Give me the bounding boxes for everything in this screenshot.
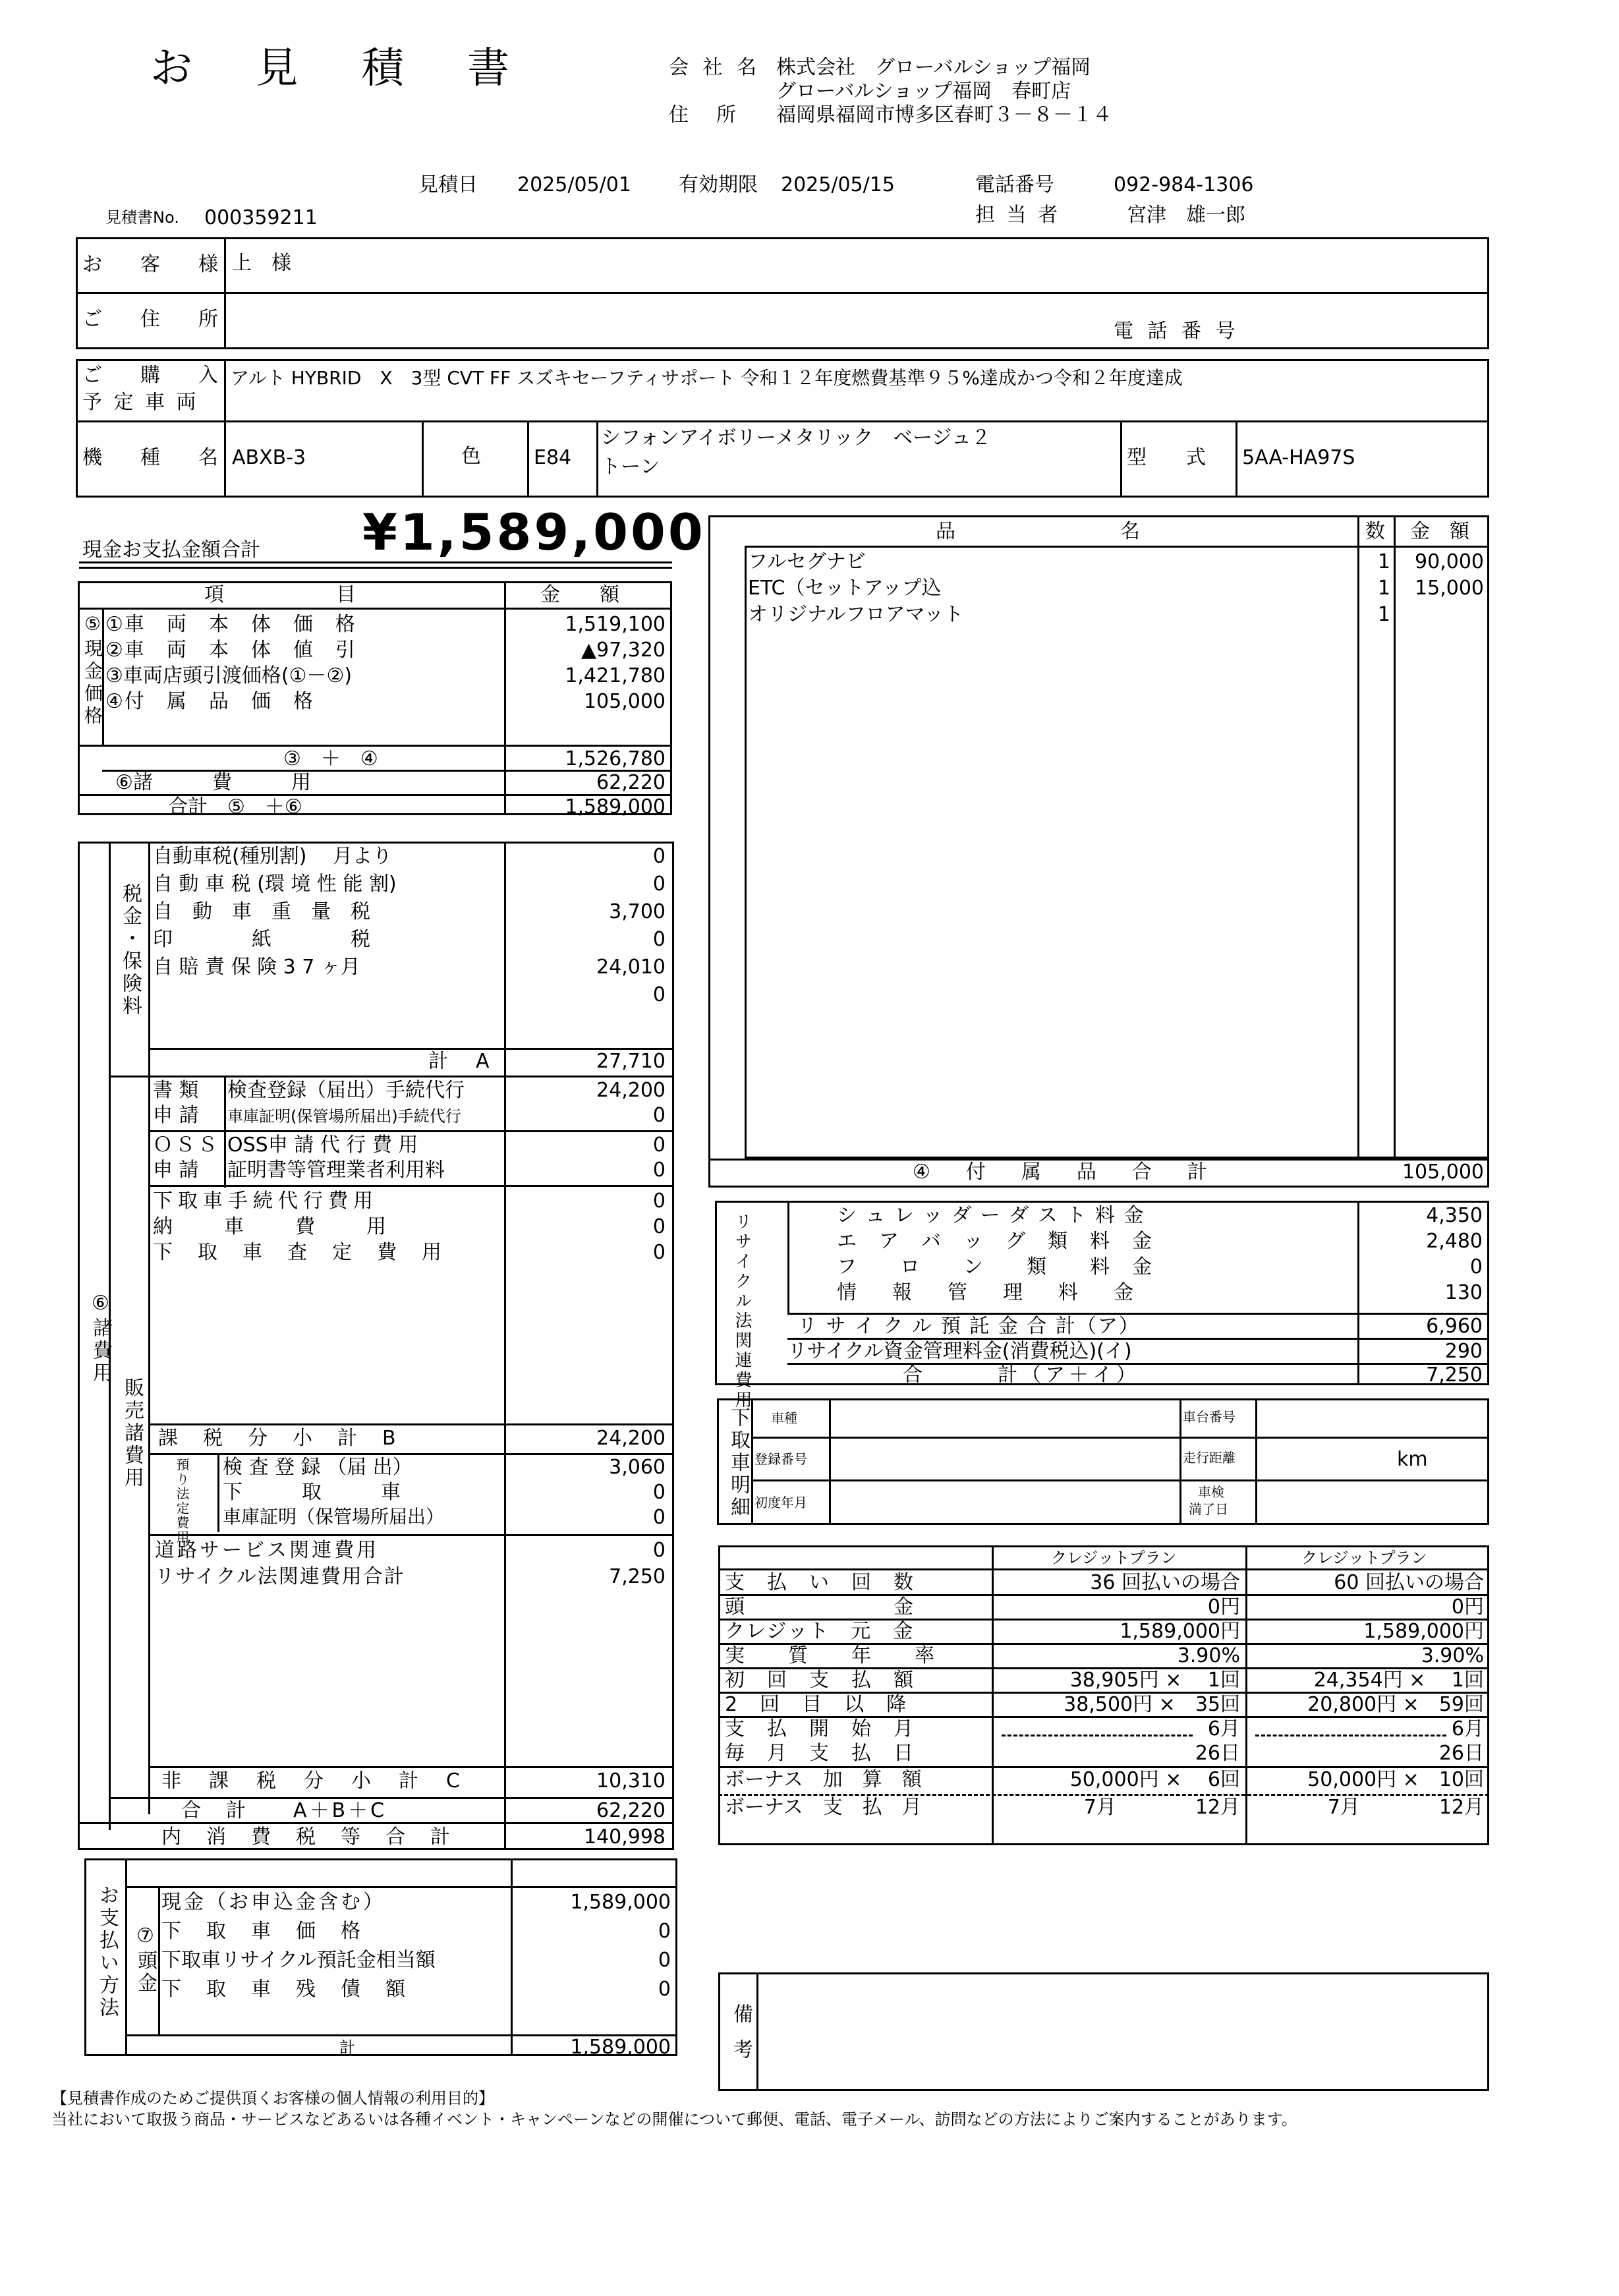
deposit-row-label: 車庫証明（保管場所届出） bbox=[223, 1506, 445, 1528]
staff-name: 宮津 雄一郎 bbox=[1127, 204, 1245, 227]
credit-plan-2-value: 3.90% bbox=[1421, 1644, 1484, 1667]
price-row-value: ▲97,320 bbox=[581, 639, 666, 662]
tradein-chassis-label: 車台番号 bbox=[1183, 1409, 1236, 1425]
fee-row-value: 0 bbox=[652, 1241, 666, 1264]
vehicle-label-1: ご 購 入 bbox=[82, 364, 227, 387]
tax-row-value: 0 bbox=[652, 845, 666, 868]
customer-address-label: ご 住 所 bbox=[82, 308, 227, 331]
credit-plan-1-value: 6月 bbox=[1207, 1717, 1240, 1740]
model-label: 機 種 名 bbox=[82, 446, 227, 469]
credit-plan-1-value: 38,905円 × 1回 bbox=[1069, 1669, 1240, 1692]
color-label: 色 bbox=[461, 445, 481, 468]
tax-row-label: 自動車税(種別割) 月より bbox=[153, 845, 392, 868]
deposit-row-value: 0 bbox=[652, 1506, 666, 1529]
fee-row-value: 24,200 bbox=[596, 1079, 666, 1102]
tax-row-label: 自 動 車 税 (環 境 性 能 割) bbox=[153, 873, 397, 896]
fee-row-label: 納 車 費 用 bbox=[153, 1215, 390, 1238]
fee-row-value: 0 bbox=[652, 1134, 666, 1157]
vehicle-label-2: 予 定 車 両 bbox=[82, 391, 199, 414]
recycle-row-value: 0 bbox=[1469, 1255, 1483, 1278]
credit-row-label: 毎 月 支 払 日 bbox=[725, 1742, 915, 1765]
recycle-row-label: 情 報 管 理 料 金 bbox=[837, 1281, 1141, 1304]
price-row-label: ②車 両 本 体 値 引 bbox=[105, 639, 356, 662]
remarks-box bbox=[718, 1972, 1489, 2091]
nontaxable-subtotal-label: 非 課 税 分 小 計 C bbox=[161, 1769, 464, 1793]
tax-subtotal-label: 計 A bbox=[428, 1050, 494, 1073]
credit-plan-1-value: 0円 bbox=[1207, 1595, 1240, 1619]
price-row-value: 62,220 bbox=[596, 771, 666, 794]
type-label: 型 式 bbox=[1127, 446, 1206, 469]
credit-row-label: 頭 金 bbox=[725, 1595, 915, 1619]
recycle-row-value: 2,480 bbox=[1426, 1230, 1483, 1253]
credit-row-label: クレジット 元 金 bbox=[725, 1620, 915, 1643]
fee-row-value: 0 bbox=[652, 1215, 666, 1238]
payment-row-value: 0 bbox=[658, 1978, 671, 2001]
color-name-line1: シフォンアイボリーメタリック ベージュ２ bbox=[601, 426, 991, 449]
tradein-side-label: 下取車明細 bbox=[727, 1407, 750, 1519]
tradein-first-reg-label: 初度年月 bbox=[754, 1495, 807, 1510]
accessory-item-name: フルセグナビ bbox=[748, 550, 866, 573]
credit-plan-1-value: 7月 12月 bbox=[1083, 1796, 1240, 1819]
taxable-subtotal: 24,200 bbox=[596, 1427, 666, 1450]
price-row-label: ③車両店頭引渡価格(①－②) bbox=[105, 664, 353, 687]
tax-row-value: 3,700 bbox=[609, 900, 666, 923]
tradein-reg-label: 登録番号 bbox=[754, 1451, 807, 1467]
quote-number: 000359211 bbox=[204, 206, 318, 229]
payment-row-label: 下 取 車 価 格 bbox=[161, 1920, 363, 1943]
tradein-mileage-unit: km bbox=[1397, 1448, 1428, 1471]
customer-phone-label: 電 話 番 号 bbox=[1114, 320, 1239, 343]
tax-row-value: 24,010 bbox=[596, 956, 666, 979]
deposit-row-value: 3,060 bbox=[609, 1456, 666, 1479]
accessory-col-name: 品 名 bbox=[936, 520, 1147, 543]
credit-plan-2-value: 6月 bbox=[1451, 1717, 1484, 1740]
fee-row-label: 下取車手続代行費用 bbox=[153, 1190, 378, 1213]
vehicle-description: アルト HYBRID X 3型 CVT FF スズキセーフティサポート 令和１２年度燃費基準９５%達成かつ令和２年度達成 bbox=[231, 367, 1183, 389]
price-row-label: 合計 ⑤ ＋⑥ bbox=[168, 795, 302, 818]
credit-row-label: 支 払 開 始 月 bbox=[725, 1717, 915, 1740]
credit-plan-2-label: クレジットプラン bbox=[1301, 1549, 1427, 1567]
document-title: お 見 積 書 bbox=[150, 44, 535, 93]
credit-plan-1-value: 3.90% bbox=[1177, 1644, 1240, 1667]
credit-plan-1-value: 1,589,000円 bbox=[1120, 1620, 1240, 1643]
tax-row-label: 自 動 車 重 量 税 bbox=[153, 900, 370, 923]
accessory-col-amount: 金 額 bbox=[1410, 520, 1469, 543]
fees-grand-total: 62,220 bbox=[596, 1799, 666, 1822]
credit-plan-1-value: 36 回払いの場合 bbox=[1090, 1571, 1240, 1594]
fee-row-value: 0 bbox=[652, 1190, 666, 1213]
credit-plan-2-value: 50,000円 × 10回 bbox=[1307, 1768, 1484, 1791]
credit-row-label: ボーナス 加 算 額 bbox=[725, 1768, 922, 1791]
credit-plan-1-label: クレジットプラン bbox=[1051, 1549, 1177, 1567]
price-row-value: 105,000 bbox=[583, 690, 666, 713]
payment-row-label: 現金（お申込金含む） bbox=[161, 1891, 385, 1914]
customer-name: 上 様 bbox=[232, 252, 291, 275]
recycle-side-label: リサイクル法関連費用 bbox=[732, 1213, 752, 1410]
fee-group-label: 書 類 bbox=[153, 1079, 199, 1102]
recycle-mgmt: 290 bbox=[1444, 1340, 1483, 1363]
payment-row-label: 下取車リサイクル預託金相当額 bbox=[161, 1949, 436, 1972]
price-row-label: ④付 属 品 価 格 bbox=[105, 690, 314, 713]
fees-inner-label: 販売諸費用 bbox=[121, 1377, 144, 1489]
tradein-car-label: 車種 bbox=[771, 1410, 797, 1426]
recycle-total-label: 合 計（ア＋イ） bbox=[903, 1363, 1140, 1387]
price-row-value: 1,421,780 bbox=[565, 664, 666, 687]
price-col-amount: 金 額 bbox=[540, 583, 619, 606]
company-phone: 092-984-1306 bbox=[1114, 173, 1254, 196]
price-row-label: ①車 両 本 体 価 格 bbox=[105, 613, 356, 636]
color-code: E84 bbox=[534, 446, 572, 469]
quote-date-label: 見積日 bbox=[418, 173, 478, 196]
accessory-item-qty: 1 bbox=[1377, 550, 1390, 573]
price-row-value: 1,526,780 bbox=[565, 747, 666, 770]
recycle-total: 7,250 bbox=[1426, 1363, 1483, 1387]
accessory-item-amount: 15,000 bbox=[1415, 577, 1484, 600]
customer-name-label: お 客 様 bbox=[82, 253, 227, 276]
accessory-total: 105,000 bbox=[1402, 1161, 1484, 1184]
tax-row-value: 0 bbox=[652, 928, 666, 951]
deposit-row-value: 0 bbox=[652, 1481, 666, 1504]
privacy-text: 当社において取扱う商品・サービスなどあるいは各種イベント・キャンペーンなどの開催について郵便、電話、電子メール、訪問などの方法によりご案内することがあります。 bbox=[51, 2110, 1297, 2129]
credit-plan-2-value: 0円 bbox=[1451, 1595, 1484, 1619]
price-row-label: ③ ＋ ④ bbox=[283, 747, 378, 770]
color-name-line2: トーン bbox=[601, 455, 660, 478]
credit-plan-2-value: 1,589,000円 bbox=[1363, 1620, 1484, 1643]
staff-label: 担 当 者 bbox=[975, 204, 1061, 227]
quote-date: 2025/05/01 bbox=[517, 173, 631, 196]
credit-plan-2-value: 60 回払いの場合 bbox=[1334, 1571, 1484, 1594]
credit-plan-1-value: 38,500円 × 35回 bbox=[1064, 1693, 1240, 1716]
tax-subtotal: 27,710 bbox=[596, 1050, 666, 1073]
price-row-value: 1,589,000 bbox=[565, 795, 666, 818]
downpayment-label: ⑦頭金 bbox=[134, 1924, 157, 1995]
deposit-row-label: 下 取 車 bbox=[223, 1481, 401, 1504]
branch-name: グローバルショップ福岡 春町店 bbox=[776, 80, 1071, 103]
privacy-heading: 【見積書作成のためご提供頂くお客様の個人情報の利用目的】 bbox=[51, 2089, 494, 2108]
tradein-mileage-label: 走行距離 bbox=[1183, 1450, 1236, 1466]
accessory-item-qty: 1 bbox=[1377, 603, 1390, 626]
recycle-row-label: フ ロ ン 類 料 金 bbox=[837, 1255, 1153, 1278]
payment-row-value: 0 bbox=[658, 1920, 671, 1943]
recycle-row-label: エ ア バ ッ グ 類 料 金 bbox=[837, 1230, 1153, 1253]
fee-row-value: 0 bbox=[652, 1159, 666, 1182]
tax-row-value: 0 bbox=[652, 983, 666, 1006]
tradein-inspection-label: 満了日 bbox=[1189, 1501, 1228, 1517]
quote-number-label: 見積書No. bbox=[105, 208, 179, 227]
recycle-mgmt-label: リサイクル資金管理料金(消費税込)(イ) bbox=[787, 1340, 1132, 1363]
fees-grand-label: 合 計 A＋B＋C bbox=[181, 1799, 387, 1822]
price-col-item: 項 目 bbox=[204, 583, 362, 606]
nontaxable-subtotal: 10,310 bbox=[596, 1769, 666, 1793]
price-row-label: ⑥諸 費 用 bbox=[115, 771, 311, 794]
tax-side-label: 税金・保険料 bbox=[119, 883, 142, 1018]
accessory-col-qty: 数 bbox=[1365, 520, 1385, 543]
tradein-table bbox=[717, 1398, 1489, 1525]
fee-row-value: 0 bbox=[652, 1104, 666, 1127]
credit-plan-2-value: 26日 bbox=[1438, 1742, 1484, 1765]
company-address: 福岡県福岡市博多区春町３－８－１４ bbox=[776, 103, 1112, 127]
recycle-deposit-label: リ サ イ ク ル 預 託 金 合 計（ア） bbox=[797, 1315, 1140, 1338]
payment-side-label: お支払い方法 bbox=[96, 1885, 119, 2019]
fee-row-value: 0 bbox=[652, 1539, 666, 1562]
credit-row-label: 実 質 年 率 bbox=[725, 1644, 936, 1667]
credit-plan-1-value: 26日 bbox=[1195, 1742, 1240, 1765]
address-label: 住 所 bbox=[669, 103, 740, 127]
fee-group-label: 申 請 bbox=[153, 1159, 199, 1182]
company-name: 株式会社 グローバルショップ福岡 bbox=[776, 56, 1091, 79]
credit-row-label: 初 回 支 払 額 bbox=[725, 1669, 915, 1692]
fee-row-label: 車庫証明(保管場所届出)手続代行 bbox=[227, 1107, 461, 1126]
remarks-label: 備考 bbox=[729, 2003, 753, 2075]
recycle-row-value: 130 bbox=[1444, 1281, 1483, 1304]
payment-row-value: 1,589,000 bbox=[570, 1891, 671, 1914]
fee-row-value: 7,250 bbox=[609, 1565, 666, 1588]
accessory-item-name: ETC（セットアップ込 bbox=[748, 577, 942, 600]
cash-price-side-label: ⑤現金価格 bbox=[82, 613, 103, 728]
credit-row-label: 2 回 目 以 降 bbox=[725, 1693, 908, 1716]
consumption-tax-label: 内 消 費 税 等 合 計 bbox=[161, 1825, 453, 1849]
accessory-item-qty: 1 bbox=[1377, 577, 1390, 600]
credit-plan-2-value: 20,800円 × 59回 bbox=[1307, 1693, 1484, 1716]
type-value: 5AA-HA97S bbox=[1242, 446, 1355, 469]
tax-row-label: 自 賠 責 保 険 3 7 ヶ月 bbox=[153, 956, 360, 979]
fee-row-label: 検査登録（届出）手続代行 bbox=[227, 1079, 465, 1102]
consumption-tax: 140,998 bbox=[583, 1825, 666, 1849]
total-amount: ¥1,589,000 bbox=[362, 503, 706, 561]
deposit-fee-label: 預り法定費用 bbox=[174, 1458, 190, 1545]
credit-plan-1-value: 50,000円 × 6回 bbox=[1069, 1768, 1240, 1791]
valid-until-label: 有効期限 bbox=[679, 173, 758, 196]
payment-total-label: 計 bbox=[339, 2038, 355, 2057]
credit-row-label: ボーナス 支 払 月 bbox=[725, 1796, 922, 1819]
credit-plan-2-value: 7月 12月 bbox=[1327, 1796, 1484, 1819]
model-value: ABXB-3 bbox=[232, 446, 306, 469]
fee-row-label: OSS申 請 代 行 費 用 bbox=[227, 1134, 418, 1157]
payment-total: 1,589,000 bbox=[570, 2036, 671, 2059]
fee-group-label: ＯＳＳ bbox=[153, 1134, 220, 1157]
fees-outer-label: ⑥諸費用 bbox=[89, 1292, 112, 1385]
tax-row-value: 0 bbox=[652, 873, 666, 896]
tax-row-label: 印 紙 税 bbox=[153, 928, 370, 951]
fee-row-label: 道路サービス関連費用 bbox=[155, 1539, 379, 1562]
payment-row-label: 下 取 車 残 債 額 bbox=[161, 1978, 408, 2001]
recycle-row-label: シ ュ レ ッ ダ ー ダ ス ト 料 金 bbox=[837, 1204, 1145, 1227]
accessory-item-name: オリジナルフロアマット bbox=[748, 603, 964, 626]
fee-row-label: リサイクル法関連費用合計 bbox=[155, 1565, 405, 1588]
total-label: 現金お支払金額合計 bbox=[82, 538, 260, 561]
credit-row-label: 支 払 い 回 数 bbox=[725, 1571, 915, 1594]
credit-plan-2-value: 24,354円 × 1回 bbox=[1313, 1669, 1484, 1692]
deposit-row-label: 検 査 登 録 （届 出） bbox=[223, 1456, 412, 1479]
taxable-subtotal-label: 課 税 分 小 計 B bbox=[158, 1427, 399, 1450]
fee-group-label: 申 請 bbox=[153, 1104, 199, 1127]
phone-label: 電話番号 bbox=[975, 173, 1054, 196]
recycle-row-value: 4,350 bbox=[1426, 1204, 1483, 1227]
recycle-deposit: 6,960 bbox=[1426, 1315, 1483, 1338]
fee-row-label: 下 取 車 査 定 費 用 bbox=[153, 1241, 444, 1264]
valid-until-date: 2025/05/15 bbox=[781, 173, 895, 196]
fee-row-label: 証明書等管理業者利用料 bbox=[227, 1159, 445, 1182]
payment-row-value: 0 bbox=[658, 1949, 671, 1972]
price-row-value: 1,519,100 bbox=[565, 613, 666, 636]
accessory-total-label: ④ 付 属 品 合 計 bbox=[913, 1161, 1215, 1184]
accessory-item-amount: 90,000 bbox=[1415, 550, 1484, 573]
tradein-inspection-label: 車検 bbox=[1198, 1484, 1224, 1500]
company-label: 会 社 名 bbox=[669, 56, 761, 79]
